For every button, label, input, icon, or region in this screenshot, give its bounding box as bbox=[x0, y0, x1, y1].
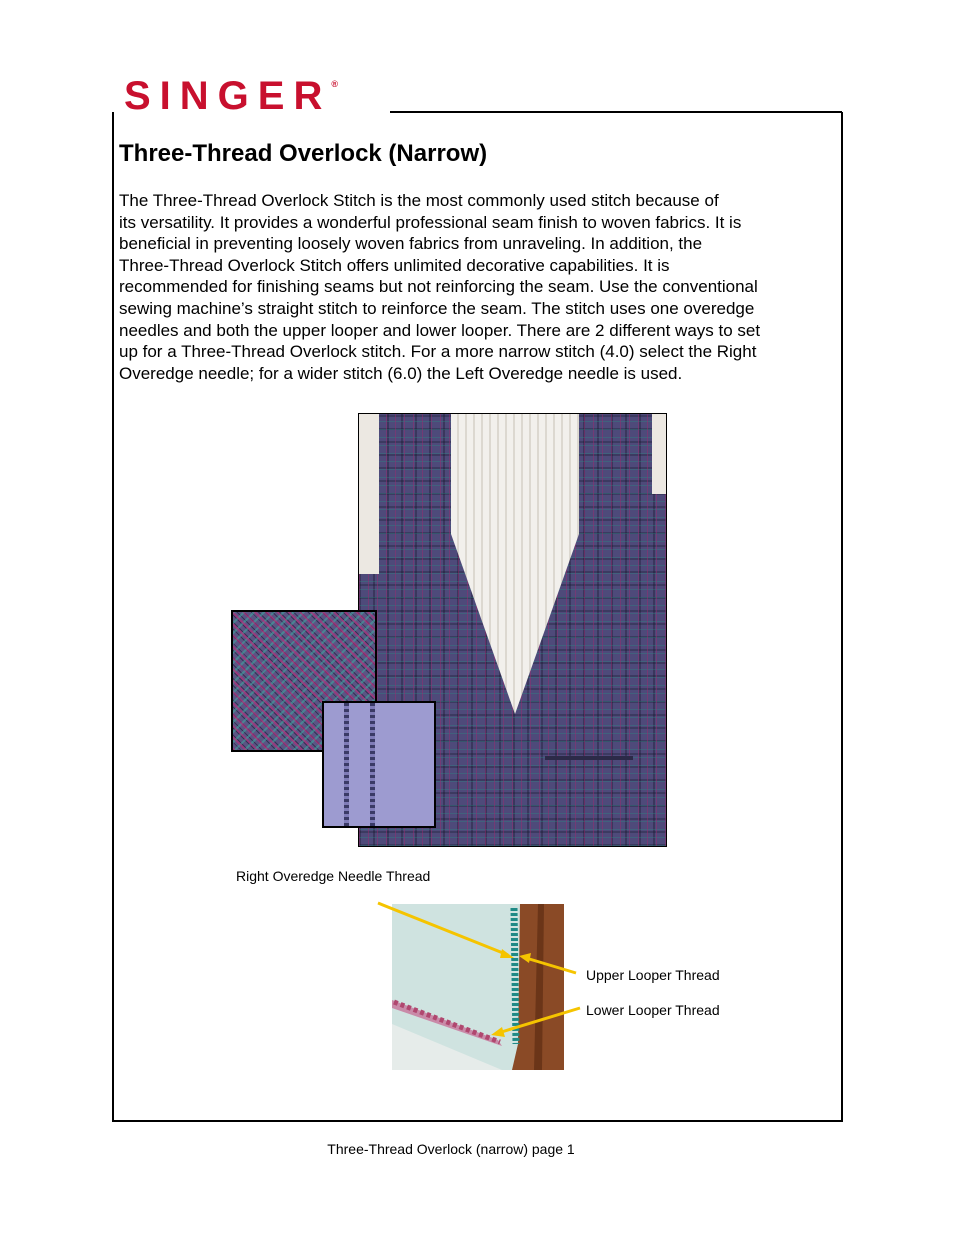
body-line: The Three-Thread Overlock Stitch is the most commonly used stitch because of bbox=[119, 191, 719, 210]
upper-looper-label: Upper Looper Thread bbox=[586, 967, 720, 983]
thread-closeup-illustration bbox=[392, 904, 564, 1070]
photo-background bbox=[652, 414, 666, 494]
lavender-seam-closeup-photo bbox=[322, 701, 436, 828]
body-line: its versatility. It provides a wonderful professional seam finish to woven fabrics. It is bbox=[119, 212, 742, 232]
body-paragraph bbox=[119, 190, 837, 384]
overlock-seam bbox=[344, 703, 349, 826]
thread-closeup-photo bbox=[392, 904, 564, 1070]
body-line: recommended for finishing seams but not reinforcing the seam. Use the conventional bbox=[119, 277, 758, 297]
logo-text: SINGER bbox=[124, 74, 332, 118]
singer-logo bbox=[124, 76, 338, 116]
right-needle-label: Right Overedge Needle Thread bbox=[236, 868, 431, 884]
sweater-detail bbox=[451, 414, 579, 714]
body-line: sewing machine’s straight stitch to reinforce the seam. The stitch uses one overedge bbox=[119, 298, 755, 318]
overlock-seam bbox=[370, 703, 375, 826]
body-line: needles and both the upper looper and lower looper. There are 2 different ways to set bbox=[119, 320, 761, 340]
body-line: Three-Thread Overlock Stitch offers unlimited decorative capabilities. It is bbox=[119, 255, 670, 275]
body-line: Overedge needle; for a wider stitch (6.0) the Left Overedge needle is used. bbox=[119, 363, 683, 383]
page-title: Three-Thread Overlock (Narrow) bbox=[119, 140, 488, 167]
page-footer: Three-Thread Overlock (narrow) page 1 bbox=[327, 1141, 575, 1157]
body-line: beneficial in preventing loosely woven fabrics from unraveling. In addition, the bbox=[119, 234, 703, 254]
photo-background bbox=[359, 414, 379, 574]
registered-mark: ® bbox=[331, 79, 338, 89]
lower-looper-label: Lower Looper Thread bbox=[586, 1002, 720, 1018]
pocket-detail bbox=[545, 756, 633, 760]
body-line: up for a Three-Thread Overlock stitch. For a more narrow stitch (4.0) select the Right bbox=[119, 342, 757, 362]
